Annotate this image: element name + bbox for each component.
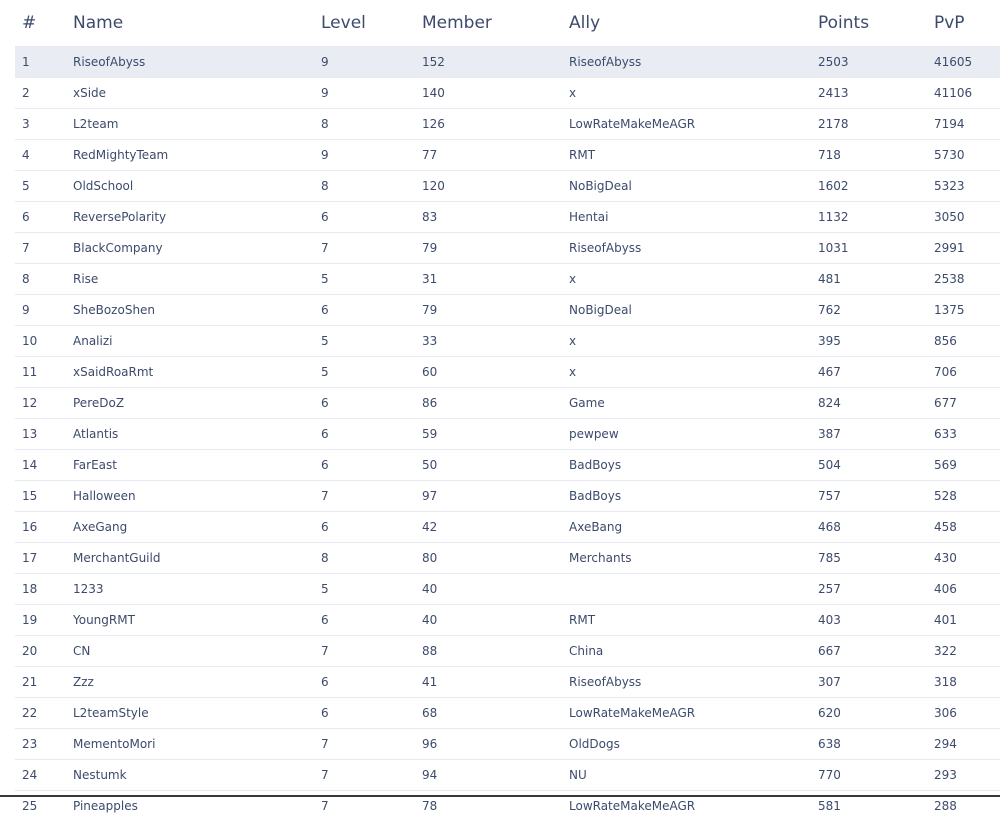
cell-level: 5 [314, 574, 415, 605]
cell-ally: RMT [562, 605, 811, 636]
cell-rank: 10 [15, 326, 66, 357]
cell-ally: LowRateMakeMeAGR [562, 791, 811, 821]
cell-name: Atlantis [66, 419, 314, 450]
cell-member: 80 [415, 543, 562, 574]
cell-points: 667 [811, 636, 927, 667]
cell-rank: 20 [15, 636, 66, 667]
cell-rank: 5 [15, 171, 66, 202]
cell-points: 785 [811, 543, 927, 574]
cell-member: 33 [415, 326, 562, 357]
cell-member: 140 [415, 78, 562, 109]
cell-level: 5 [314, 326, 415, 357]
cell-ally: RMT [562, 140, 811, 171]
cell-ally: RiseofAbyss [562, 667, 811, 698]
cell-member: 60 [415, 357, 562, 388]
cell-name: L2team [66, 109, 314, 140]
cell-pvp: 318 [927, 667, 1000, 698]
cell-ally: RiseofAbyss [562, 233, 811, 264]
cell-pvp: 294 [927, 729, 1000, 760]
cell-ally [562, 574, 811, 605]
cell-level: 6 [314, 295, 415, 326]
cell-level: 5 [314, 264, 415, 295]
cell-ally: x [562, 326, 811, 357]
cell-level: 9 [314, 140, 415, 171]
cell-name: CN [66, 636, 314, 667]
cell-points: 620 [811, 698, 927, 729]
cell-member: 77 [415, 140, 562, 171]
cell-level: 6 [314, 450, 415, 481]
cell-rank: 19 [15, 605, 66, 636]
cell-pvp: 677 [927, 388, 1000, 419]
cell-pvp: 1375 [927, 295, 1000, 326]
cell-ally: Game [562, 388, 811, 419]
cell-member: 42 [415, 512, 562, 543]
cell-level: 7 [314, 729, 415, 760]
cell-ally: NoBigDeal [562, 171, 811, 202]
cell-level: 8 [314, 543, 415, 574]
cell-member: 97 [415, 481, 562, 512]
cell-pvp: 2538 [927, 264, 1000, 295]
column-header-ally[interactable]: Ally [562, 0, 811, 47]
cell-pvp: 430 [927, 543, 1000, 574]
cell-points: 395 [811, 326, 927, 357]
cell-pvp: 293 [927, 760, 1000, 791]
cell-pvp: 41106 [927, 78, 1000, 109]
cell-name: ReversePolarity [66, 202, 314, 233]
cell-points: 718 [811, 140, 927, 171]
table-row[interactable] [15, 450, 1000, 481]
column-header-rank[interactable]: # [15, 0, 66, 47]
cell-rank: 23 [15, 729, 66, 760]
cell-points: 1132 [811, 202, 927, 233]
cell-ally: x [562, 78, 811, 109]
cell-rank: 13 [15, 419, 66, 450]
cell-rank: 22 [15, 698, 66, 729]
cell-level: 9 [314, 47, 415, 78]
cell-level: 6 [314, 667, 415, 698]
cell-rank: 17 [15, 543, 66, 574]
cell-name: Analizi [66, 326, 314, 357]
table-row[interactable] [15, 605, 1000, 636]
cell-level: 6 [314, 698, 415, 729]
table-row[interactable] [15, 233, 1000, 264]
column-header-points[interactable]: Points [811, 0, 927, 47]
cell-ally: NoBigDeal [562, 295, 811, 326]
cell-name: SheBozoShen [66, 295, 314, 326]
cell-points: 581 [811, 791, 927, 821]
table-row[interactable] [15, 481, 1000, 512]
cell-rank: 11 [15, 357, 66, 388]
cell-pvp: 5730 [927, 140, 1000, 171]
cell-level: 7 [314, 791, 415, 821]
cell-ally: Hentai [562, 202, 811, 233]
cell-pvp: 406 [927, 574, 1000, 605]
table-row[interactable] [15, 202, 1000, 233]
cell-pvp: 322 [927, 636, 1000, 667]
cell-ally: RiseofAbyss [562, 47, 811, 78]
cell-member: 40 [415, 574, 562, 605]
cell-member: 40 [415, 605, 562, 636]
column-header-name[interactable]: Name [66, 0, 314, 47]
cell-level: 6 [314, 512, 415, 543]
cell-member: 126 [415, 109, 562, 140]
table-row[interactable] [15, 326, 1000, 357]
cell-level: 8 [314, 171, 415, 202]
cell-member: 79 [415, 233, 562, 264]
table-row[interactable] [15, 140, 1000, 171]
bottom-divider [0, 795, 1000, 797]
cell-rank: 1 [15, 47, 66, 78]
table-row[interactable] [15, 543, 1000, 574]
cell-points: 2503 [811, 47, 927, 78]
cell-pvp: 41605 [927, 47, 1000, 78]
cell-level: 6 [314, 605, 415, 636]
cell-points: 824 [811, 388, 927, 419]
table-row[interactable] [15, 574, 1000, 605]
cell-points: 2413 [811, 78, 927, 109]
cell-member: 88 [415, 636, 562, 667]
table-row[interactable] [15, 729, 1000, 760]
table-row[interactable] [15, 667, 1000, 698]
column-header-member[interactable]: Member [415, 0, 562, 47]
cell-level: 7 [314, 233, 415, 264]
cell-name: xSide [66, 78, 314, 109]
cell-pvp: 5323 [927, 171, 1000, 202]
cell-pvp: 706 [927, 357, 1000, 388]
cell-name: 1233 [66, 574, 314, 605]
cell-name: MementoMori [66, 729, 314, 760]
cell-rank: 8 [15, 264, 66, 295]
cell-pvp: 856 [927, 326, 1000, 357]
cell-level: 7 [314, 481, 415, 512]
cell-name: YoungRMT [66, 605, 314, 636]
cell-name: Halloween [66, 481, 314, 512]
cell-name: Pineapples [66, 791, 314, 821]
cell-pvp: 288 [927, 791, 1000, 821]
cell-pvp: 569 [927, 450, 1000, 481]
cell-ally: China [562, 636, 811, 667]
cell-name: BlackCompany [66, 233, 314, 264]
cell-ally: NU [562, 760, 811, 791]
cell-member: 78 [415, 791, 562, 821]
cell-name: L2teamStyle [66, 698, 314, 729]
cell-ally: x [562, 357, 811, 388]
cell-rank: 25 [15, 791, 66, 821]
table-row[interactable] [15, 109, 1000, 140]
cell-member: 94 [415, 760, 562, 791]
cell-member: 50 [415, 450, 562, 481]
cell-rank: 12 [15, 388, 66, 419]
table-body [15, 47, 1000, 821]
cell-points: 1602 [811, 171, 927, 202]
cell-rank: 6 [15, 202, 66, 233]
cell-points: 504 [811, 450, 927, 481]
cell-rank: 2 [15, 78, 66, 109]
table-row[interactable] [15, 636, 1000, 667]
cell-ally: Merchants [562, 543, 811, 574]
cell-member: 83 [415, 202, 562, 233]
cell-points: 481 [811, 264, 927, 295]
cell-member: 59 [415, 419, 562, 450]
cell-name: AxeGang [66, 512, 314, 543]
table-row[interactable] [15, 760, 1000, 791]
table-row[interactable] [15, 698, 1000, 729]
table-row[interactable] [15, 357, 1000, 388]
cell-points: 757 [811, 481, 927, 512]
cell-rank: 15 [15, 481, 66, 512]
cell-pvp: 7194 [927, 109, 1000, 140]
cell-ally: pewpew [562, 419, 811, 450]
cell-name: RedMightyTeam [66, 140, 314, 171]
cell-ally: OldDogs [562, 729, 811, 760]
cell-name: Rise [66, 264, 314, 295]
cell-ally: LowRateMakeMeAGR [562, 109, 811, 140]
cell-points: 2178 [811, 109, 927, 140]
cell-ally: AxeBang [562, 512, 811, 543]
cell-points: 403 [811, 605, 927, 636]
cell-rank: 16 [15, 512, 66, 543]
cell-points: 467 [811, 357, 927, 388]
table-header [15, 0, 1000, 47]
cell-points: 468 [811, 512, 927, 543]
cell-points: 387 [811, 419, 927, 450]
cell-pvp: 458 [927, 512, 1000, 543]
cell-member: 86 [415, 388, 562, 419]
cell-rank: 14 [15, 450, 66, 481]
table-row[interactable] [15, 512, 1000, 543]
cell-member: 79 [415, 295, 562, 326]
column-header-level[interactable]: Level [314, 0, 415, 47]
cell-member: 120 [415, 171, 562, 202]
table-row[interactable] [15, 78, 1000, 109]
cell-points: 257 [811, 574, 927, 605]
cell-name: xSaidRoaRmt [66, 357, 314, 388]
cell-name: Nestumk [66, 760, 314, 791]
table-row[interactable] [15, 264, 1000, 295]
cell-rank: 4 [15, 140, 66, 171]
cell-name: PereDoZ [66, 388, 314, 419]
header-row [15, 0, 1000, 47]
cell-member: 31 [415, 264, 562, 295]
cell-rank: 21 [15, 667, 66, 698]
cell-name: MerchantGuild [66, 543, 314, 574]
table-row[interactable] [15, 419, 1000, 450]
cell-ally: BadBoys [562, 481, 811, 512]
cell-name: Zzz [66, 667, 314, 698]
cell-rank: 7 [15, 233, 66, 264]
column-header-pvp[interactable]: PvP [927, 0, 1000, 47]
cell-pvp: 528 [927, 481, 1000, 512]
cell-level: 6 [314, 388, 415, 419]
cell-name: OldSchool [66, 171, 314, 202]
cell-member: 41 [415, 667, 562, 698]
cell-points: 770 [811, 760, 927, 791]
cell-pvp: 2991 [927, 233, 1000, 264]
cell-member: 96 [415, 729, 562, 760]
cell-ally: x [562, 264, 811, 295]
cell-level: 6 [314, 202, 415, 233]
table-row[interactable] [15, 388, 1000, 419]
cell-level: 8 [314, 109, 415, 140]
cell-member: 152 [415, 47, 562, 78]
cell-name: FarEast [66, 450, 314, 481]
table-row[interactable] [15, 171, 1000, 202]
cell-level: 7 [314, 636, 415, 667]
cell-rank: 3 [15, 109, 66, 140]
cell-level: 7 [314, 760, 415, 791]
cell-ally: LowRateMakeMeAGR [562, 698, 811, 729]
cell-points: 307 [811, 667, 927, 698]
cell-pvp: 633 [927, 419, 1000, 450]
cell-rank: 24 [15, 760, 66, 791]
table-row[interactable] [15, 295, 1000, 326]
cell-pvp: 401 [927, 605, 1000, 636]
cell-rank: 9 [15, 295, 66, 326]
clan-ranking-table [15, 0, 1000, 821]
cell-points: 762 [811, 295, 927, 326]
cell-rank: 18 [15, 574, 66, 605]
table-row[interactable] [15, 47, 1000, 78]
cell-pvp: 3050 [927, 202, 1000, 233]
cell-pvp: 306 [927, 698, 1000, 729]
cell-member: 68 [415, 698, 562, 729]
cell-level: 5 [314, 357, 415, 388]
cell-points: 1031 [811, 233, 927, 264]
cell-level: 9 [314, 78, 415, 109]
cell-name: RiseofAbyss [66, 47, 314, 78]
cell-ally: BadBoys [562, 450, 811, 481]
cell-level: 6 [314, 419, 415, 450]
cell-points: 638 [811, 729, 927, 760]
